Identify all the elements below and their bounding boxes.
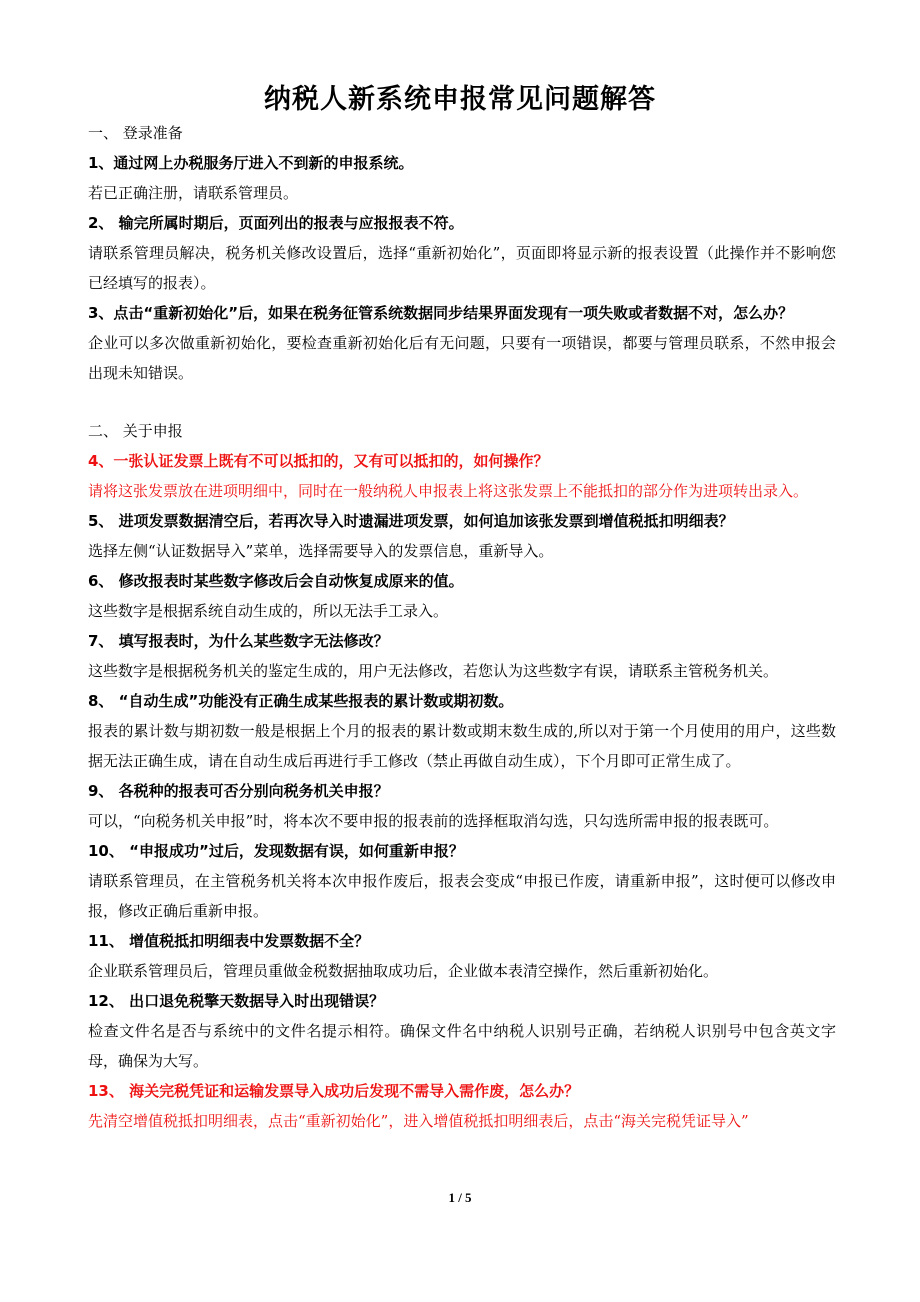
answer-5: 选择左侧“认证数据导入”菜单，选择需要导入的发票信息，重新导入。	[88, 542, 554, 560]
question-9: 9、 各税种的报表可否分别向税务机关申报？	[88, 782, 389, 800]
question-4: 4、一张认证发票上既有不可以抵扣的，又有可以抵扣的，如何操作？	[88, 452, 549, 470]
answer-6: 这些数字是根据系统自动生成的，所以无法手工录入。	[88, 602, 449, 620]
answer-9: 可以，“向税务机关申报”时，将本次不要申报的报表前的选择框取消勾选，只勾选所需申报的报表既可。	[88, 812, 779, 830]
question-8: 8、 “自动生成”功能没有正确生成某些报表的累计数或期初数。	[88, 692, 514, 710]
question-5: 5、 进项发票数据清空后，若再次导入时遗漏进项发票，如何追加该张发票到增值税抵扣明细表？	[88, 512, 734, 530]
answer-4: 请将这张发票放在进项明细中，同时在一般纳税人申报表上将这张发票上不能抵扣的部分作为进项转出录入。	[88, 482, 809, 500]
answer-1: 若已正确注册，请联系管理员。	[88, 184, 299, 202]
question-11: 11、 增值税抵扣明细表中发票数据不全？	[88, 932, 370, 950]
document-body	[88, 118, 836, 1136]
question-2: 2、 输完所属时期后，页面列出的报表与应报报表不符。	[88, 214, 464, 232]
question-13: 13、 海关完税凭证和运输发票导入成功后发现不需导入需作废，怎么办？	[88, 1082, 580, 1100]
answer-13: 先清空增值税抵扣明细表，点击“重新初始化”，进入增值税抵扣明细表后，点击“海关完税凭证导入”	[88, 1112, 749, 1130]
question-6: 6、 修改报表时某些数字修改后会自动恢复成原来的值。	[88, 572, 464, 590]
answer-2: 请联系管理员解决，税务机关修改设置后，选择“重新初始化”，页面即将显示新的报表设置（此操作并不影响您已经填写的报表）。	[88, 244, 836, 292]
section-heading-declaration: 二、 关于申报	[88, 422, 183, 440]
section-heading-login: 一、 登录准备	[88, 124, 183, 142]
question-10: 10、 “申报成功”过后，发现数据有误，如何重新申报？	[88, 842, 464, 860]
page-number: 1 / 5	[448, 1190, 472, 1205]
question-12: 12、 出口退免税擎天数据导入时出现错误？	[88, 992, 385, 1010]
question-3: 3、点击“重新初始化”后，如果在税务征管系统数据同步结果界面发现有一项失败或者数据不对，怎么办？	[88, 304, 794, 322]
document-title: 纳税人新系统申报常见问题解答	[264, 84, 656, 115]
question-1: 1、通过网上办税服务厅进入不到新的申报系统。	[88, 154, 414, 172]
answer-3: 企业可以多次做重新初始化，要检查重新初始化后有无问题，只要有一项错误，都要与管理员联系，不然申报会出现未知错误。	[88, 334, 836, 382]
answer-8: 报表的累计数与期初数一般是根据上个月的报表的累计数或期末数生成的,所以对于第一个月使用的用户，这些数据无法正确生成，请在自动生成后再进行手工修改（禁止再做自动生成），下个月即可正常生成了。	[88, 722, 836, 770]
answer-10: 请联系管理员，在主管税务机关将本次申报作废后，报表会变成“申报已作废，请重新申报”，这时便可以修改申报，修改正确后重新申报。	[88, 872, 836, 920]
answer-11: 企业联系管理员后，管理员重做金税数据抽取成功后，企业做本表清空操作，然后重新初始化。	[88, 962, 719, 980]
section-spacer	[88, 388, 836, 416]
question-7: 7、 填写报表时，为什么某些数字无法修改？	[88, 632, 389, 650]
answer-12: 检查文件名是否与系统中的文件名提示相符。确保文件名中纳税人识别号正确，若纳税人识别号中包含英文字母，确保为大写。	[88, 1022, 836, 1070]
answer-7: 这些数字是根据税务机关的鉴定生成的，用户无法修改，若您认为这些数字有误，请联系主管税务机关。	[88, 662, 779, 680]
